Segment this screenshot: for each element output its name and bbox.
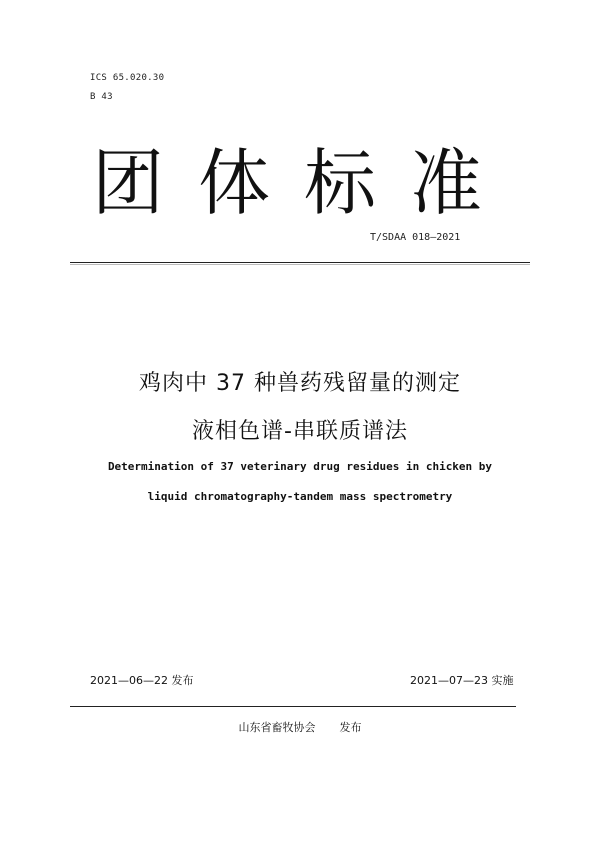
publisher-name: 山东省畜牧协会 — [238, 721, 316, 734]
chinese-title-line-1: 鸡肉中 37 种兽药残留量的测定 — [139, 371, 461, 396]
top-divider — [70, 262, 530, 263]
ics-code: ICS 65.020.30 — [90, 73, 165, 83]
chinese-title-line-2: 液相色谱-串联质谱法 — [192, 419, 408, 444]
implementation-date: 2021—07—23 实施 — [410, 674, 514, 687]
title-char-2: 体 — [198, 141, 271, 225]
standard-number: T/SDAA 018—2021 — [370, 232, 461, 243]
title-char-3: 标 — [304, 141, 377, 225]
bottom-divider — [70, 706, 516, 707]
publisher-action: 发布 — [339, 721, 362, 734]
title-char-1: 团 — [92, 141, 165, 225]
english-title-line-2: liquid chromatography-tandem mass spectrometry — [147, 490, 453, 503]
ccs-code: B 43 — [90, 92, 113, 102]
document-type-title — [92, 138, 512, 228]
title-char-4: 准 — [410, 141, 483, 225]
publisher-line — [0, 719, 600, 735]
english-title-line-1: Determination of 37 veterinary drug residues in chicken by — [107, 460, 493, 473]
publish-date: 2021—06—22 发布 — [90, 674, 194, 687]
